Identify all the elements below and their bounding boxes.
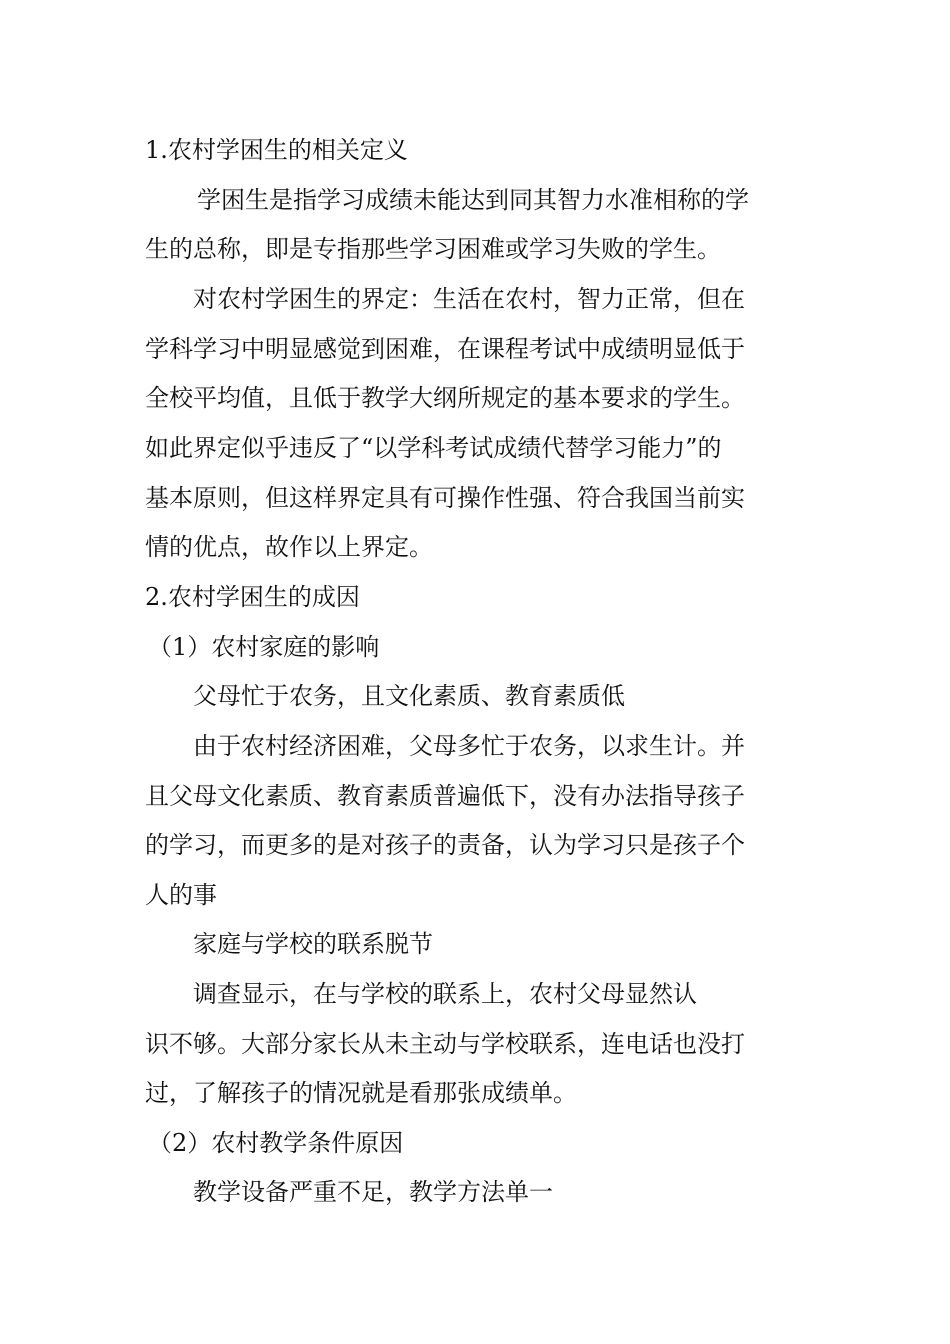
paragraph-line: 生的总称，即是专指那些学习困难或学习失败的学生。 [145, 235, 721, 263]
point-title: 父母忙于农务，且文化素质、教育素质低 [193, 682, 625, 710]
paragraph-line: 由于农村经济困难，父母多忙于农务，以求生计。并 [193, 732, 745, 760]
paragraph-line: 且父母文化素质、教育素质普遍低下，没有办法指导孩子 [145, 782, 745, 810]
paragraph-line: 过，了解孩子的情况就是看那张成绩单。 [145, 1079, 577, 1107]
subheading-1: （1）农村家庭的影响 [148, 633, 380, 661]
paragraph-line: 基本原则，但这样界定具有可操作性强、符合我国当前实 [145, 484, 745, 512]
paragraph-line: 学科学习中明显感觉到困难，在课程考试中成绩明显低于 [145, 335, 745, 363]
paragraph-line: 的学习，而更多的是对孩子的责备，认为学习只是孩子个 [145, 831, 745, 859]
paragraph-line: 如此界定似乎违反了“以学科考试成绩代替学习能力”的 [145, 434, 722, 462]
paragraph-line: 学困生是指学习成绩未能达到同其智力水准相称的学 [197, 186, 749, 214]
paragraph-line: 对农村学困生的界定：生活在农村，智力正常，但在 [193, 285, 745, 313]
point-title: 教学设备严重不足，教学方法单一 [193, 1178, 553, 1206]
paragraph-line: 全校平均值，且低于教学大纲所规定的基本要求的学生。 [145, 384, 745, 412]
point-title: 家庭与学校的联系脱节 [193, 930, 433, 958]
paragraph-line: 识不够。大部分家长从未主动与学校联系，连电话也没打 [145, 1030, 745, 1058]
subheading-2: （2）农村教学条件原因 [148, 1129, 404, 1157]
heading-section-2: 2.农村学困生的成因 [145, 583, 360, 611]
paragraph-line: 人的事 [145, 881, 217, 909]
paragraph-line: 情的优点，故作以上界定。 [145, 533, 433, 561]
paragraph-line: 调查显示，在与学校的联系上，农村父母显然认 [193, 980, 697, 1008]
heading-section-1: 1.农村学困生的相关定义 [145, 136, 408, 164]
